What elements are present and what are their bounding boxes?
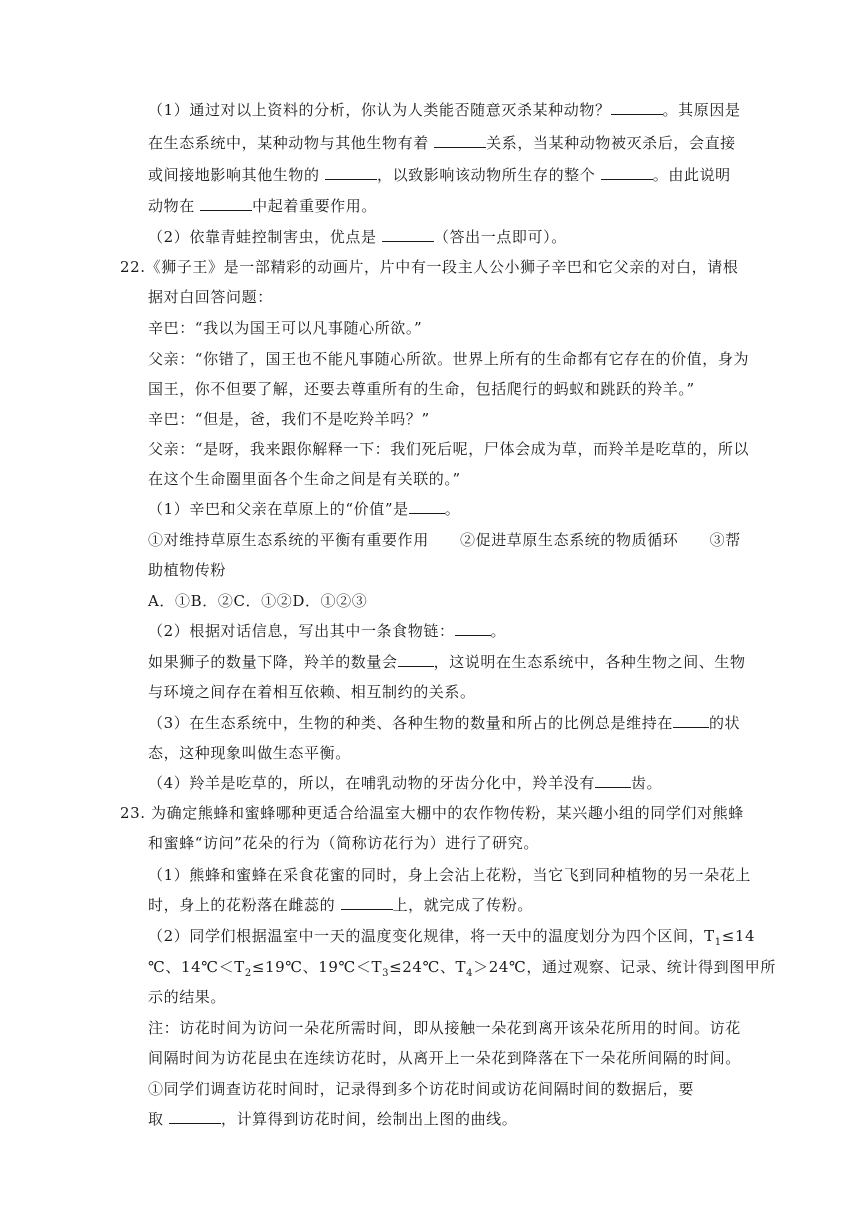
answer-blank[interactable] [409,499,445,514]
answer-blank[interactable] [341,895,393,910]
q21-part1-line1: （1）通过对以上资料的分析，你认为人类能否随意灭杀某种动物？ 。其原因是 [148,101,741,119]
q21-part1-line2: 在生态系统中，某种动物与其他生物有着 关系，当某种动物被灭杀后，会直接 [148,134,736,152]
answer-blank[interactable] [595,773,631,788]
answer-blank[interactable] [611,100,663,115]
q23-sub2-line1: （2）同学们根据温室中一天的温度变化规律，将一天中的温度划分为四个区间，$T_1\le 14$ [148,927,756,948]
q22-stem-line1: 22.《狮子王》是一部精彩的动画片，片中有一段主人公小狮子辛巴和它父亲的对白，请根 [120,258,739,276]
q22-dialogue-2-line1: 父亲：“你错了，国王也不能凡事随心所欲。世界上所有的生命都有它存在的价值，身为 [148,350,750,368]
q23-sub2-line3: 示的结果。 [148,988,227,1006]
answer-blank[interactable] [382,227,434,242]
answer-blank[interactable] [455,621,491,636]
answer-blank[interactable] [601,165,653,180]
q22-dialogue-4-line1: 父亲：“是呀，我来跟你解释一下：我们死后呢，尸体会成为草，而羚羊是吃草的，所以 [148,440,750,458]
q23-stem-line2: 和蜜蜂“访问”花朵的行为（简称访花行为）进行了研究。 [148,834,539,852]
q22-dialogue-1: 辛巴：“我以为国王可以凡事随心所欲。” [148,319,423,337]
q22-sub2-extra-line1: 如果狮子的数量下降，羚羊的数量会 ，这说明在生态系统中，各种生物之间、生物 [148,653,746,671]
q22-sub2: （2）根据对话信息，写出其中一条食物链： 。 [148,622,507,640]
answer-blank[interactable] [434,133,486,148]
q22-sub4: （4）羚羊是吃草的，所以，在哺乳动物的牙齿分化中，羚羊没有 齿。 [148,774,663,792]
q22-dialogue-3: 辛巴：“但是，爸，我们不是吃羚羊吗？” [148,410,430,428]
q22-sub3-line1: （3）在生态系统中，生物的种类、各种生物的数量和所占的比例总是维持在 的状 [148,714,741,732]
q22-dialogue-2-line2: 国王，你不但要了解，还要去尊重所有的生命，包括爬行的蚂蚁和跳跃的羚羊。” [148,380,695,398]
q22-sub3-line2: 态，这种现象叫做生态平衡。 [148,744,351,762]
answer-blank[interactable] [200,196,252,211]
q23-c1-line2: 取 ，计算得到访花时间，绘制出上图的曲线。 [148,1110,518,1128]
q22-stem-line2: 据对白回答问题： [148,288,273,306]
q22-sub1: （1）辛巴和父亲在草原上的“价值”是 。 [148,500,461,518]
q22-options-line2: 助植物传粉 [148,561,227,579]
q22-dialogue-4-line2: 在这个生命圈里面各个生命之间是有关联的。” [148,470,461,488]
q21-part2: （2）依靠青蛙控制害虫，优点是 （答出一点即可）。 [148,228,567,246]
answer-blank[interactable] [169,1109,221,1124]
q21-part1-line4: 动物在 中起着重要作用。 [148,197,377,215]
q23-sub1-line1: （1）熊蜂和蜜蜂在采食花蜜的同时，身上会沾上花粉，当它飞到同种植物的另一朵花上 [148,866,751,884]
answer-blank[interactable] [398,652,434,667]
q23-note-line1: 注：访花时间为访问一朵花所需时间，即从接触一朵花到离开该朵花所用的时间。访花 [148,1019,741,1037]
q22-sub2-extra-line2: 与环境之间存在着相互依赖、相互制约的关系。 [148,683,476,701]
answer-blank[interactable] [673,713,709,728]
q23-sub1-line2: 时，身上的花粉落在雌蕊的 上，就完成了传粉。 [148,896,533,914]
q23-sub2-line2: ℃、$14℃<T_2\le 19℃$、$19℃<T_3\le 24℃$、$T_4>24℃$，通过观察、记录、统计得到图甲所 [148,958,776,979]
q22-options-line1: ①对维持草原生态系统的平衡有重要作用 ②促进草原生态系统的物质循环 ③帮 [148,531,741,549]
answer-blank[interactable] [325,165,377,180]
q21-part1-line3: 或间接地影响其他生物的 ，以致影响该动物所生存的整个 。由此说明 [148,166,731,184]
q22-choices: A．①B．②C．①②D．①②③ [148,592,368,610]
q23-c1-line1: ①同学们调查访花时间时，记录得到多个访花时间或访花间隔时间的数据后，要 [148,1080,695,1098]
q23-note-line2: 间隔时间为访花昆虫在连续访花时，从离开上一朵花到降落在下一朵花所间隔的时间。 [148,1049,741,1067]
q23-stem-line1: 23. 为确定熊蜂和蜜蜂哪种更适合给温室大棚中的农作物传粉，某兴趣小组的同学们对熊蜂 [120,804,744,822]
